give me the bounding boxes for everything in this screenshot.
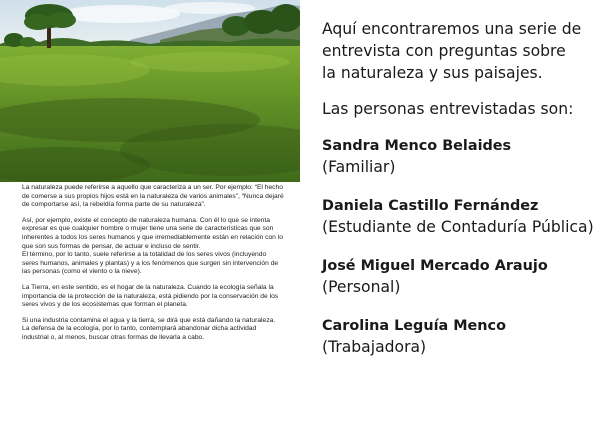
interviewees-heading: Las personas entrevistadas son: xyxy=(322,100,574,118)
interviewee-item xyxy=(322,136,594,178)
interviewee-item xyxy=(322,196,594,238)
interviewee-name: Sandra Menco Belaides xyxy=(322,138,512,154)
interviewee-name: Daniela Castillo Fernández xyxy=(322,198,539,214)
interviewees-list xyxy=(322,136,594,358)
article-paragraph-5: Si una industria contamina el agua y la tierra, se dirá que está dañando la naturaleza. La defensa de la ecología, por lo tanto, contemplará abandonar dicha actividad industrial o, al menos, buscar otras formas de llevarla a cabo. xyxy=(22,316,276,341)
intro-paragraph xyxy=(322,18,594,84)
interviewee-role: (Trabajadora) xyxy=(322,338,427,356)
article-text xyxy=(22,184,284,350)
intro-line-1: Aquí encontraremos una serie de xyxy=(322,20,582,38)
interviewee-role: (Personal) xyxy=(322,278,401,296)
interviewee-name: Carolina Leguía Menco xyxy=(322,318,506,334)
interviewee-name: José Miguel Mercado Araujo xyxy=(322,258,548,274)
intro-line-3: la naturaleza y sus paisajes. xyxy=(322,64,543,82)
article-paragraph-4: La Tierra, en este sentido, es el hogar de la naturaleza. Cuando la ecología señala la importancia de la protección de la naturaleza, está pidiendo por la conservación de los seres vivos y de los ecosistemas que forman el planeta. xyxy=(22,283,279,309)
landscape-photo-icon xyxy=(0,0,300,182)
intro-line-2: entrevista con preguntas sobre xyxy=(322,42,566,60)
landscape-photo xyxy=(0,0,300,182)
interviewee-item xyxy=(322,256,594,298)
article-paragraph-1: La naturaleza puede referirse a aquello que caracteriza a un ser. Por ejemplo: “El hecho de comerse a sus propios hijos está en la naturaleza de varios animales”, “Nunca dejaré de comportarse así, la rebeldía forma parte de su naturaleza”. xyxy=(22,184,284,209)
article-paragraph-3: El término, por lo tanto, suele referirse a la totalidad de los seres vivos (incluyendo seres humanos, animales y plantas) y a los fenómenos que surgen sin intervención de las personas (como el viento o la nieve). xyxy=(22,251,279,276)
interview-intro-column xyxy=(322,18,594,376)
interviewee-role: (Estudiante de Contaduría Pública) xyxy=(322,218,594,236)
article-paragraph-2: Así, por ejemplo, existe el concepto de naturaleza humana. Con él lo que se intenta expresar es que cualquier hombre o mujer tiene una serie de características que son inherentes a todos los seres humanos y que irremediablemente están en relación con lo que son sus formas de pensar, de actuar e incluso de sentir. xyxy=(22,216,283,250)
interviewee-item xyxy=(322,316,594,358)
interviewee-role: (Familiar) xyxy=(322,158,396,176)
